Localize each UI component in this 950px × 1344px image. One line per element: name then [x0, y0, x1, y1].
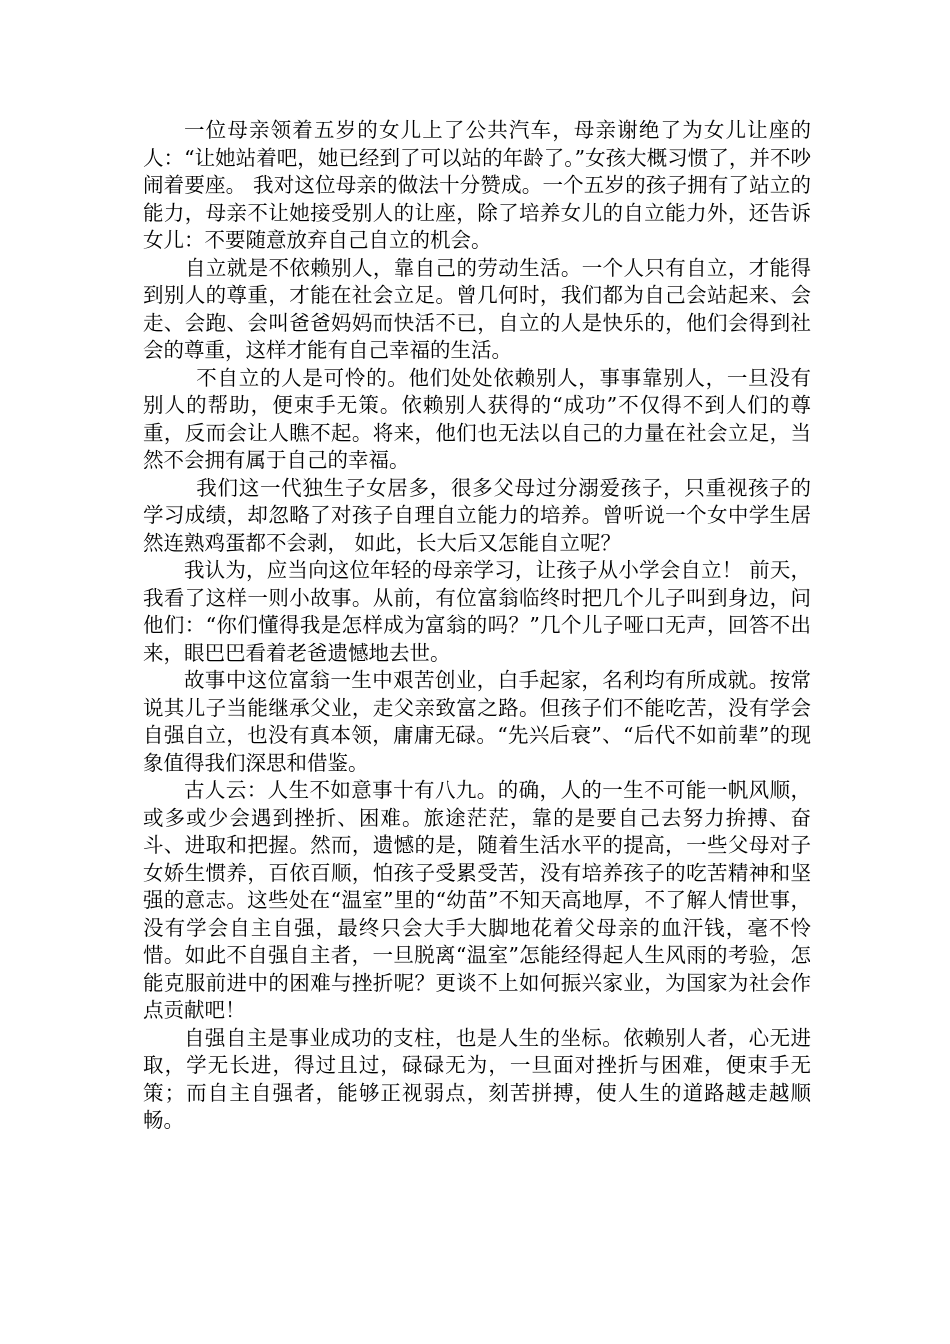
paragraph-2: 自立就是不依赖别人，靠自己的劳动生活。一个人只有自立，才能得到别人的尊重，才能在社会立足。曾几何时，我们都为自己会站起来、会走、会跑、会叫爸爸妈妈而快活不已，自立的人是快乐的，他们会得到社会的尊重，这样才能有自己幸福的生活。	[143, 255, 811, 362]
paragraph-5: 我认为，应当向这位年轻的母亲学习，让孩子从小学会自立！ 前天，我看了这样一则小故事。从前，有位富翁临终时把几个儿子叫到身边，问他们：“你们懂得我是怎样成为富翁的吗？”几个儿子哑口无声，回答不出来，眼巴巴看着老爸遗憾地去世。	[143, 558, 811, 665]
document-body	[143, 117, 811, 1135]
paragraph-1: 一位母亲领着五岁的女儿上了公共汽车，母亲谢绝了为女儿让座的人：“让她站着吧，她已经到了可以站的年龄了。”女孩大概习惯了，并不吵闹着要座。 我对这位母亲的做法十分赞成。一个五岁的孩子拥有了站立的能力，母亲不让她接受别人的让座，除了培养女儿的自立能力外，还告诉女儿：不要随意放弃自己自立的机会。	[143, 118, 811, 252]
paragraph-7: 古人云：人生不如意事十有八九。的确，人的一生不可能一帆风顺，或多或少会遇到挫折、困难。旅途茫茫，靠的是要自己去努力拚搏、奋斗、进取和把握。然而，遗憾的是，随着生活水平的提高，一些父母对子女娇生惯养，百依百顺，怕孩子受累受苦，没有培养孩子的吃苦精神和坚强的意志。这些处在“温室”里的“幼苗”不知天高地厚，不了解人情世事，没有学会自主自强，最终只会大手大脚地花着父母亲的血汗钱，毫不怜惜。如此不自强自主者，一旦脱离“温室”怎能经得起人生风雨的考验，怎能克服前进中的困难与挫折呢？更谈不上如何振兴家业，为国家为社会作点贡献吧！	[143, 778, 811, 1022]
paragraph-3: 不自立的人是可怜的。他们处处依赖别人，事事靠别人，一旦没有别人的帮助，便束手无策。依赖别人获得的“成功”不仅得不到人们的尊重，反而会让人瞧不起。将来，他们也无法以自己的力量在社会立足，当然不会拥有属于自己的幸福。	[143, 365, 811, 472]
paragraph-6: 故事中这位富翁一生中艰苦创业，白手起家，名利均有所成就。按常说其儿子当能继承父业，走父亲致富之路。但孩子们不能吃苦，没有学会自强自立，也没有真本领，庸庸无碌。“先兴后衰”、“后代不如前辈”的现象值得我们深思和借鉴。	[143, 668, 811, 775]
paragraph-8: 自强自主是事业成功的支柱，也是人生的坐标。依赖别人者，心无进取，学无长进，得过且过，碌碌无为，一旦面对挫折与困难，便束手无策；而自主自强者，能够正视弱点，刻苦拼搏，使人生的道路越走越顺畅。	[143, 1025, 811, 1132]
paragraph-4: 我们这一代独生子女居多，很多父母过分溺爱孩子，只重视孩子的学习成绩，却忽略了对孩子自理自立能力的培养。曾听说一个女中学生居然连熟鸡蛋都不会剥， 如此，长大后又怎能自立呢？	[143, 475, 811, 555]
